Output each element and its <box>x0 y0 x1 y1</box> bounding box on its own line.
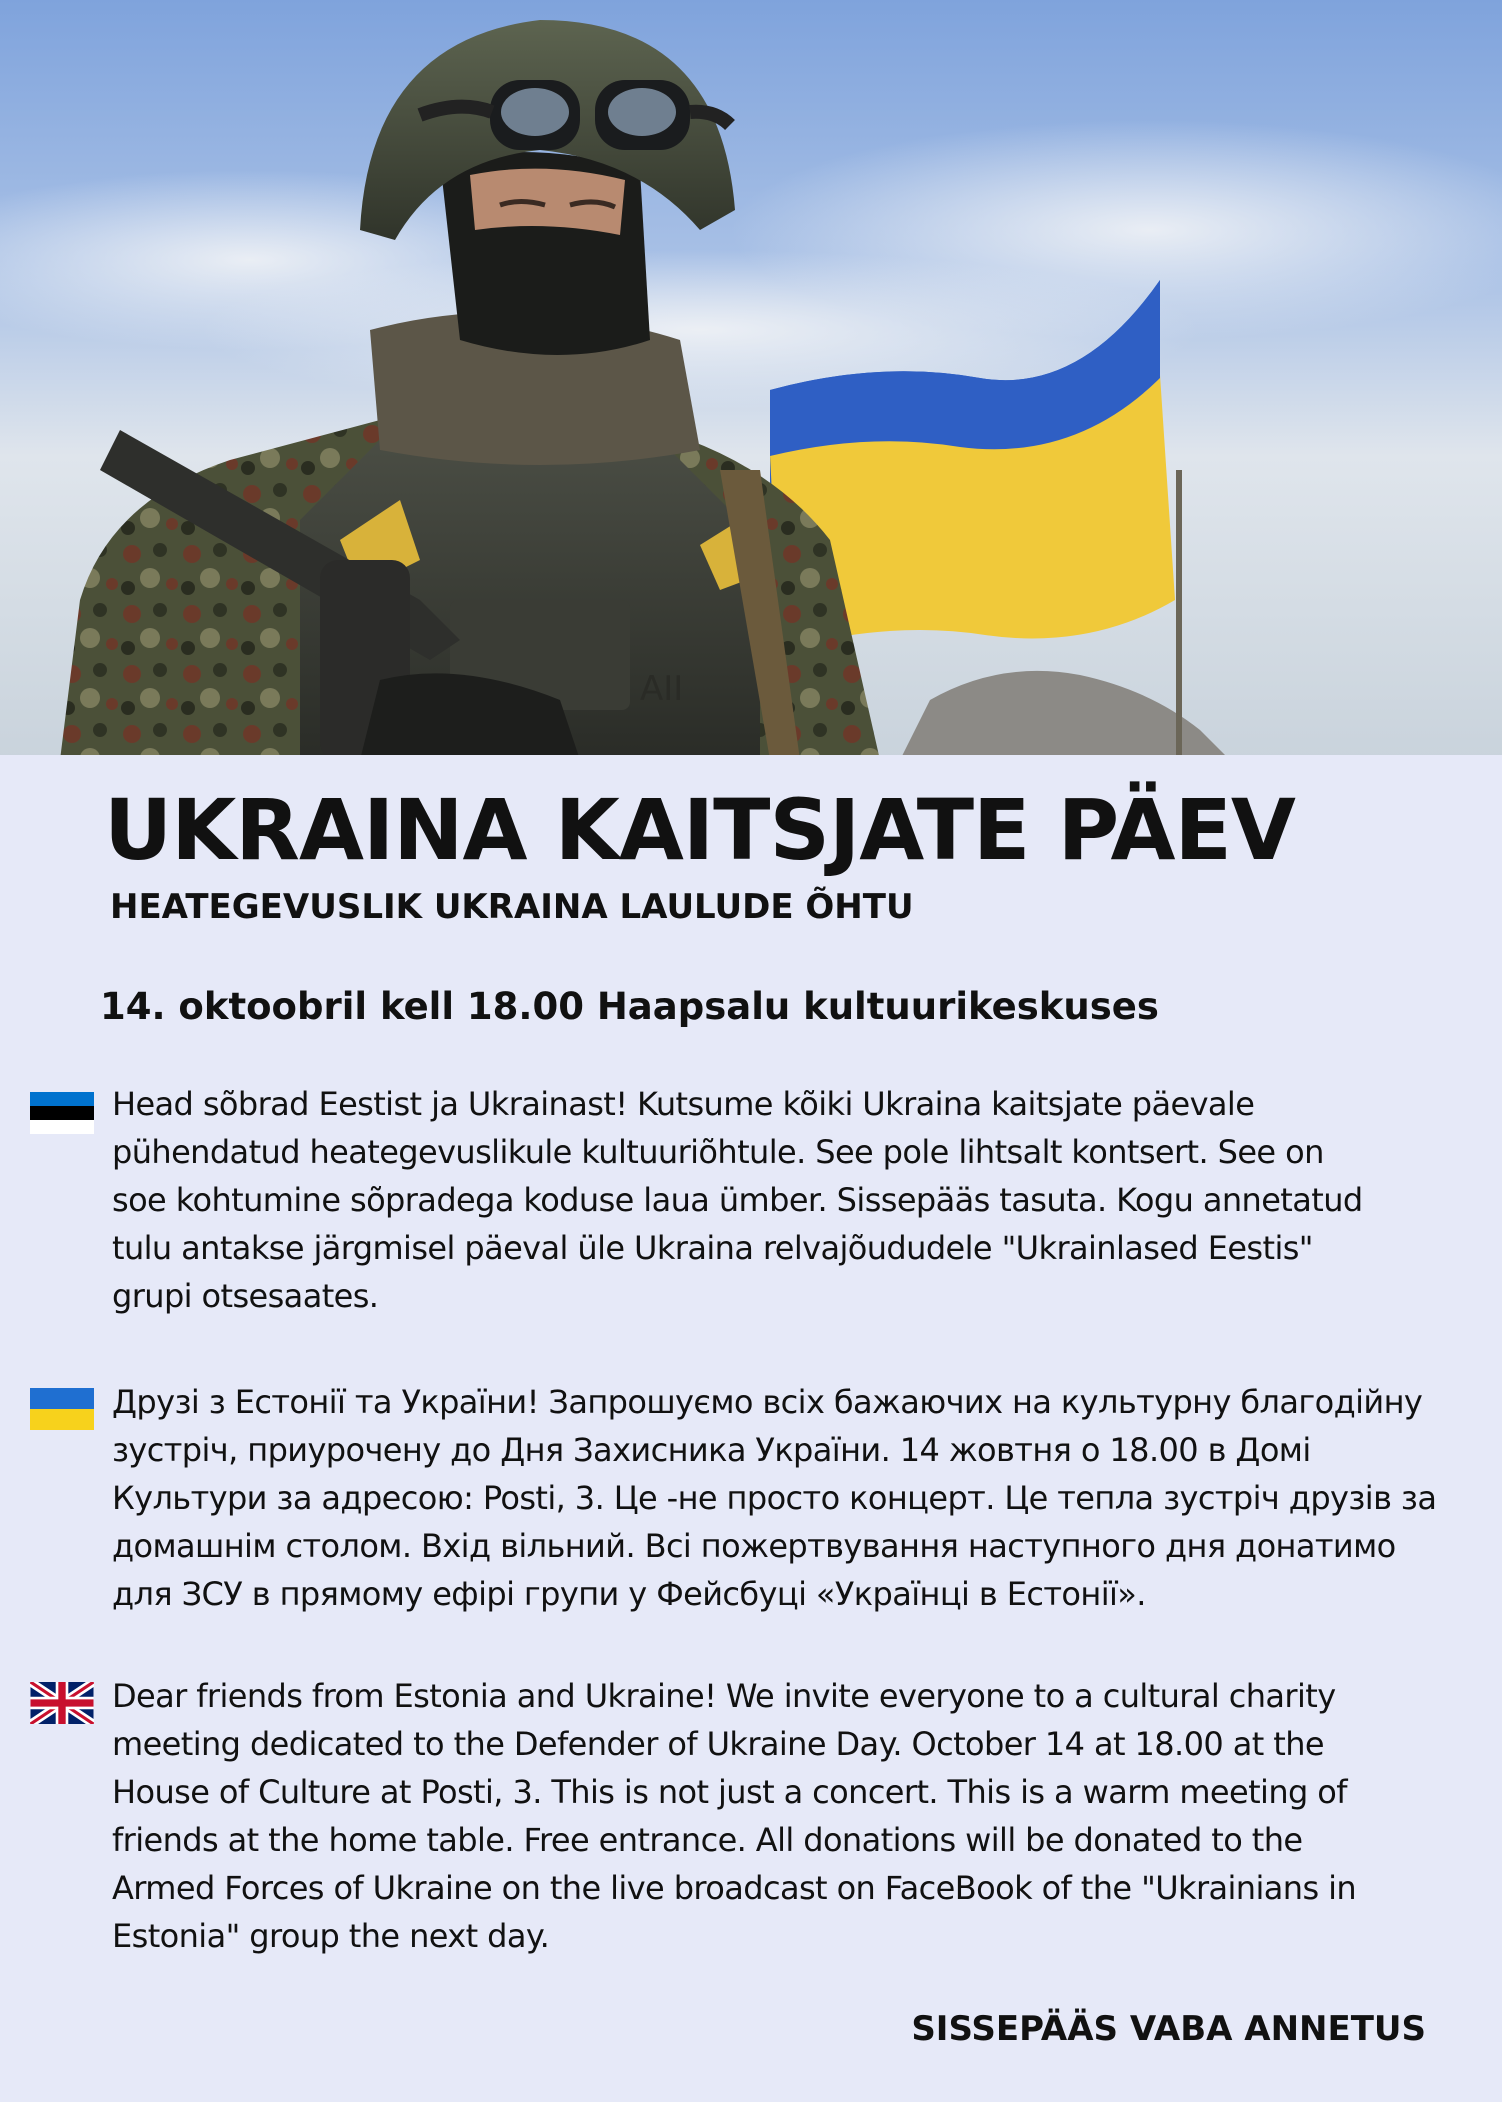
text-line: House of Culture at Posti, 3. This is not just a concert. This is a warm meeting of <box>112 1773 1347 1811</box>
text-line: tulu antakse järgmisel päeval üle Ukraina relvajõududele "Ukrainlased Eestis" <box>112 1229 1313 1267</box>
uk-flag-icon <box>30 1682 94 1724</box>
hero-photo <box>0 0 1502 760</box>
text-line: домашнім столом. Вхід вільний. Всі пожертвування наступного дня донатимо <box>112 1527 1396 1565</box>
text-line: friends at the home table. Free entrance. All donations will be donated to the <box>112 1821 1303 1859</box>
text-line: зустріч, приурочену до Дня Захисника України. 14 жовтня о 18.00 в Домі <box>112 1431 1311 1469</box>
text-line: Head sõbrad Eestist ja Ukrainast! Kutsume kõiki Ukraina kaitsjate päevale <box>112 1085 1255 1123</box>
paragraph-ukrainian <box>112 1378 1472 1618</box>
text-line: grupi otsesaates. <box>112 1277 379 1315</box>
text-line: soe kohtumine sõpradega koduse laua ümber. Sissepääs tasuta. Kogu annetatud <box>112 1181 1363 1219</box>
text-line: Estonia" group the next day. <box>112 1917 550 1955</box>
text-line: pühendatud heategevuslikule kultuuriõhtule. See pole lihtsalt kontsert. See on <box>112 1133 1324 1171</box>
estonian-flag-icon <box>30 1092 94 1134</box>
paragraph-estonian <box>112 1080 1472 1320</box>
text-line: Друзі з Естонії та України! Запрошуємо всіх бажаючих на культурну благодійну <box>112 1383 1423 1421</box>
event-content <box>0 760 1502 2102</box>
event-subtitle: HEATEGEVUSLIK UKRAINA LAULUDE ÕHTU <box>110 887 914 927</box>
ukrainian-flag-icon <box>30 1388 94 1430</box>
svg-text:AII: AII <box>640 669 684 709</box>
event-title: UKRAINA KAITSJATE PÄEV <box>104 781 1295 879</box>
text-line: meeting dedicated to the Defender of Ukraine Day. October 14 at 18.00 at the <box>112 1725 1324 1763</box>
event-date-location: 14. oktoobril kell 18.00 Haapsalu kultuurikeskuses <box>100 985 1159 1028</box>
text-line: Dear friends from Estonia and Ukraine! We invite everyone to a cultural charity <box>112 1677 1336 1715</box>
text-line: для ЗСУ в прямому ефірі групи у Фейсбуці «Українці в Естонії». <box>112 1575 1146 1613</box>
text-line: Armed Forces of Ukraine on the live broadcast on FaceBook of the "Ukrainians in <box>112 1869 1357 1907</box>
paragraph-english <box>112 1672 1472 1960</box>
entry-note: SISSEPÄÄS VABA ANNETUS <box>911 2009 1426 2049</box>
soldier-with-ukrainian-flag-photo <box>0 0 1502 760</box>
text-line: Культури за адресою: Posti, 3. Це -не просто концерт. Це тепла зустріч друзів за <box>112 1479 1437 1517</box>
